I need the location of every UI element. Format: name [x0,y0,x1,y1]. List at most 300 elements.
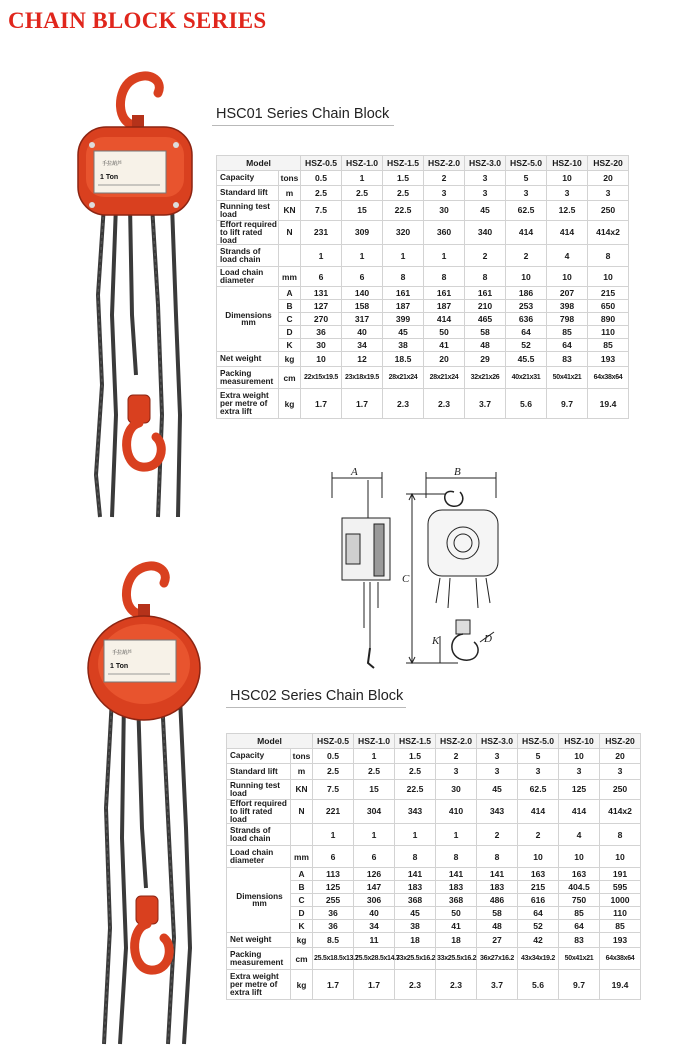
cell: 30 [436,780,477,800]
cell: 4 [559,824,600,846]
cell: 2 [465,245,506,267]
cell: 250 [588,201,629,221]
cell: 191 [600,868,641,881]
cell: 64 [547,339,588,352]
cell: 141 [477,868,518,881]
cell: 30 [424,201,465,221]
header-cell: HSZ-20 [588,156,629,171]
cell: 1 [383,245,424,267]
header-cell: HSZ-1.0 [342,156,383,171]
cell: 2.5 [395,764,436,780]
cell: 10 [506,267,547,287]
header-cell: HSZ-10 [547,156,588,171]
cell: 10 [559,749,600,764]
header-cell: HSZ-1.0 [354,734,395,749]
cell: 2.3 [395,970,436,1000]
cell: 2 [436,749,477,764]
cell: 404.5 [559,881,600,894]
cell: 8 [436,846,477,868]
cell: 304 [354,800,395,824]
cell: 18 [395,933,436,948]
cell: 33x25.5x16.2 [395,948,436,970]
cell: 2.3 [436,970,477,1000]
table-row [217,201,629,221]
cell: 210 [465,300,506,313]
cell: 2 [477,824,518,846]
cell: 113 [313,868,354,881]
row-unit: N [279,221,301,245]
cell: 161 [383,287,424,300]
row-unit: A [279,287,301,300]
cell: 8 [383,267,424,287]
cell: 486 [477,894,518,907]
table-row [227,948,641,970]
cell: 50x41x21 [547,367,588,389]
cell: 27 [477,933,518,948]
cell: 3 [436,764,477,780]
cell: 3 [518,764,559,780]
cell: 83 [547,352,588,367]
cell: 6 [354,846,395,868]
cell: 32x21x26 [465,367,506,389]
table-row [217,267,629,287]
cell: 309 [342,221,383,245]
header-row [227,734,641,749]
cell: 2 [518,824,559,846]
cell: 3.7 [477,970,518,1000]
cell: 1 [424,245,465,267]
cell: 125 [559,780,600,800]
cell: 20 [588,171,629,186]
cell: 7.5 [313,780,354,800]
cell: 36 [313,907,354,920]
cell: 414 [559,800,600,824]
cell: 22.5 [383,201,424,221]
cell: 50 [436,907,477,920]
dimensions-label: Dimensions mm [217,287,279,352]
table-row [217,300,629,313]
row-label: Effort required to lift rated load [217,221,279,245]
row-unit [279,245,301,267]
cell: 2.5 [313,764,354,780]
cell: 38 [383,339,424,352]
row-unit: KN [279,201,301,221]
cell: 1.7 [342,389,383,419]
row-label: Capacity [227,749,291,764]
cell: 215 [588,287,629,300]
cell: 3.7 [465,389,506,419]
diagram-label-k: K [432,635,440,647]
cell: 215 [518,881,559,894]
cell: 253 [506,300,547,313]
cell: 1.7 [301,389,342,419]
cell: 6 [342,267,383,287]
cell: 317 [342,313,383,326]
table-row [217,352,629,367]
cell: 62.5 [518,780,559,800]
hsc02-spec-table [226,733,641,1000]
cell: 11 [354,933,395,948]
cell: 3 [477,764,518,780]
cell: 595 [600,881,641,894]
cell: 221 [313,800,354,824]
row-unit: mm [279,267,301,287]
row-label: Capacity [217,171,279,186]
cell: 34 [342,339,383,352]
cell: 1 [354,824,395,846]
table-row [217,326,629,339]
cell: 3 [477,749,518,764]
header-cell: HSZ-10 [559,734,600,749]
cell: 141 [436,868,477,881]
cell: 465 [465,313,506,326]
cell: 58 [465,326,506,339]
hoist-image-hsc01 [72,55,197,520]
diagram-label-b: B [454,466,461,478]
row-unit [291,824,313,846]
table-row [227,970,641,1000]
cell: 85 [600,920,641,933]
cell: 40 [342,326,383,339]
cell: 45 [477,780,518,800]
cell: 1000 [600,894,641,907]
cell: 399 [383,313,424,326]
cell: 50 [424,326,465,339]
header-cell: Model [227,734,313,749]
row-label: Extra weight per metre of extra lift [217,389,279,419]
row-unit: kg [279,352,301,367]
hsc02-title-rule [226,707,406,708]
table-row [227,749,641,764]
cell: 19.4 [600,970,641,1000]
row-unit: tons [291,749,313,764]
cell: 10 [301,352,342,367]
cell: 10 [547,171,588,186]
cell: 320 [383,221,424,245]
cell: 33x25.5x16.2 [436,948,477,970]
cell: 36 [301,326,342,339]
cell: 231 [301,221,342,245]
row-unit: cm [291,948,313,970]
cell: 3 [588,186,629,201]
cell: 6 [301,267,342,287]
cell: 5.6 [518,970,559,1000]
row-unit: K [291,920,313,933]
cell: 42 [518,933,559,948]
cell: 12 [342,352,383,367]
svg-text:手拉葫芦: 手拉葫芦 [112,650,133,656]
hoist-capacity-plate: 1 Ton [100,174,119,181]
cell: 85 [588,339,629,352]
cell: 20 [424,352,465,367]
row-unit: C [279,313,301,326]
cell: 110 [600,907,641,920]
cell: 15 [342,201,383,221]
diagram-label-d: D [484,633,492,645]
dimension-diagram [318,458,504,673]
row-label: Net weight [227,933,291,948]
table-row [217,221,629,245]
table-row [217,186,629,201]
cell: 30 [301,339,342,352]
cell: 890 [588,313,629,326]
cell: 58 [477,907,518,920]
cell: 147 [354,881,395,894]
cell: 48 [477,920,518,933]
row-label: Standard lift [217,186,279,201]
cell: 45 [383,326,424,339]
cell: 22.5 [395,780,436,800]
cell: 3 [424,186,465,201]
row-unit: B [291,881,313,894]
header-cell: HSZ-1.5 [395,734,436,749]
row-unit: m [291,764,313,780]
cell: 125 [313,881,354,894]
header-cell: HSZ-20 [600,734,641,749]
cell: 5 [518,749,559,764]
row-unit: tons [279,171,301,186]
cell: 62.5 [506,201,547,221]
cell: 3 [600,764,641,780]
diagram-label-c: C [402,573,410,585]
hoist-capacity-plate: 1 Ton [110,663,129,670]
row-unit: kg [279,389,301,419]
cell: 18 [436,933,477,948]
cell: 141 [395,868,436,881]
cell: 187 [424,300,465,313]
cell: 2.5 [342,186,383,201]
cell: 64 [518,907,559,920]
table-row [227,846,641,868]
cell: 3 [465,171,506,186]
hsc01-spec-table [216,155,629,419]
cell: 183 [477,881,518,894]
cell: 343 [477,800,518,824]
row-unit: kg [291,970,313,1000]
cell: 3 [465,186,506,201]
cell: 0.5 [301,171,342,186]
cell: 193 [588,352,629,367]
cell: 20 [600,749,641,764]
header-cell: HSZ-5.0 [518,734,559,749]
cell: 83 [559,933,600,948]
cell: 8 [588,245,629,267]
row-label: Net weight [217,352,279,367]
cell: 64 [506,326,547,339]
table-row [217,245,629,267]
row-unit: C [291,894,313,907]
cell: 414 [518,800,559,824]
cell: 398 [547,300,588,313]
cell: 1.5 [395,749,436,764]
cell: 207 [547,287,588,300]
cell: 10 [518,846,559,868]
row-label: Load chain diameter [227,846,291,868]
table-row [227,824,641,846]
cell: 1.7 [313,970,354,1000]
row-unit: K [279,339,301,352]
cell: 2.5 [383,186,424,201]
cell: 8 [395,846,436,868]
cell: 41 [424,339,465,352]
cell: 45 [465,201,506,221]
row-label: Effort required to lift rated load [227,800,291,824]
cell: 64 [559,920,600,933]
dimensions-label: Dimensions mm [227,868,291,933]
hsc01-title-rule [212,125,394,126]
cell: 8.5 [313,933,354,948]
table-row [227,764,641,780]
cell: 48 [465,339,506,352]
cell: 29 [465,352,506,367]
cell: 22x15x19.5 [301,367,342,389]
row-unit: cm [279,367,301,389]
cell: 19.4 [588,389,629,419]
table-row [217,313,629,326]
row-label: Packing measurement [227,948,291,970]
table-row [227,780,641,800]
cell: 25.5x28.5x14.7 [354,948,395,970]
cell: 8 [477,846,518,868]
cell: 5.6 [506,389,547,419]
header-cell: HSZ-3.0 [465,156,506,171]
cell: 64x38x64 [600,948,641,970]
row-unit: D [291,907,313,920]
row-unit: mm [291,846,313,868]
row-label: Running test load [217,201,279,221]
cell: 3 [547,186,588,201]
cell: 50x41x21 [559,948,600,970]
cell: 158 [342,300,383,313]
page-title: CHAIN BLOCK SERIES [8,8,267,33]
cell: 368 [395,894,436,907]
cell: 360 [424,221,465,245]
cell: 255 [313,894,354,907]
row-unit: A [291,868,313,881]
cell: 45 [395,907,436,920]
cell: 140 [342,287,383,300]
table-row [227,933,641,948]
cell: 1 [313,824,354,846]
hoist-image-hsc02 [84,548,204,1046]
cell: 616 [518,894,559,907]
cell: 1 [342,245,383,267]
hsc02-title: HSC02 Series Chain Block [230,688,404,704]
cell: 110 [588,326,629,339]
cell: 15 [354,780,395,800]
cell: 306 [354,894,395,907]
cell: 10 [600,846,641,868]
cell: 38 [395,920,436,933]
cell: 187 [383,300,424,313]
cell: 28x21x24 [424,367,465,389]
cell: 636 [506,313,547,326]
cell: 3 [559,764,600,780]
cell: 9.7 [547,389,588,419]
header-cell: HSZ-0.5 [313,734,354,749]
row-label: Standard lift [227,764,291,780]
diagram-label-a: A [351,466,358,478]
cell: 750 [559,894,600,907]
table-row [217,339,629,352]
cell: 186 [506,287,547,300]
cell: 85 [547,326,588,339]
cell: 10 [547,267,588,287]
header-cell: HSZ-2.0 [436,734,477,749]
cell: 131 [301,287,342,300]
cell: 4 [547,245,588,267]
table-row [227,868,641,881]
row-label: Extra weight per metre of extra lift [227,970,291,1000]
cell: 2.5 [354,764,395,780]
cell: 41 [436,920,477,933]
cell: 161 [424,287,465,300]
cell: 36 [313,920,354,933]
cell: 45.5 [506,352,547,367]
cell: 9.7 [559,970,600,1000]
cell: 8 [424,267,465,287]
row-unit: B [279,300,301,313]
row-unit: D [279,326,301,339]
cell: 7.5 [301,201,342,221]
cell: 414 [424,313,465,326]
cell: 64x38x64 [588,367,629,389]
cell: 127 [301,300,342,313]
cell: 2.3 [383,389,424,419]
cell: 3 [506,186,547,201]
cell: 161 [465,287,506,300]
header-cell: HSZ-2.0 [424,156,465,171]
cell: 23x18x19.5 [342,367,383,389]
cell: 193 [600,933,641,948]
header-cell: HSZ-5.0 [506,156,547,171]
row-unit: KN [291,780,313,800]
cell: 163 [518,868,559,881]
cell: 8 [600,824,641,846]
cell: 10 [559,846,600,868]
table-row [217,171,629,186]
cell: 40 [354,907,395,920]
row-unit: kg [291,933,313,948]
cell: 368 [436,894,477,907]
cell: 28x21x24 [383,367,424,389]
cell: 36x27x16.2 [477,948,518,970]
cell: 43x34x19.2 [518,948,559,970]
table-row [217,287,629,300]
cell: 0.5 [313,749,354,764]
row-label: Strands of load chain [217,245,279,267]
header-cell: HSZ-0.5 [301,156,342,171]
header-cell: Model [217,156,301,171]
cell: 1 [301,245,342,267]
cell: 34 [354,920,395,933]
cell: 1 [395,824,436,846]
cell: 2 [424,171,465,186]
row-unit: m [279,186,301,201]
cell: 343 [395,800,436,824]
cell: 410 [436,800,477,824]
row-label: Strands of load chain [227,824,291,846]
cell: 6 [313,846,354,868]
cell: 52 [518,920,559,933]
cell: 270 [301,313,342,326]
cell: 52 [506,339,547,352]
header-cell: HSZ-1.5 [383,156,424,171]
cell: 1.5 [383,171,424,186]
header-cell: HSZ-3.0 [477,734,518,749]
cell: 414 [547,221,588,245]
cell: 25.5x18.5x13.7 [313,948,354,970]
